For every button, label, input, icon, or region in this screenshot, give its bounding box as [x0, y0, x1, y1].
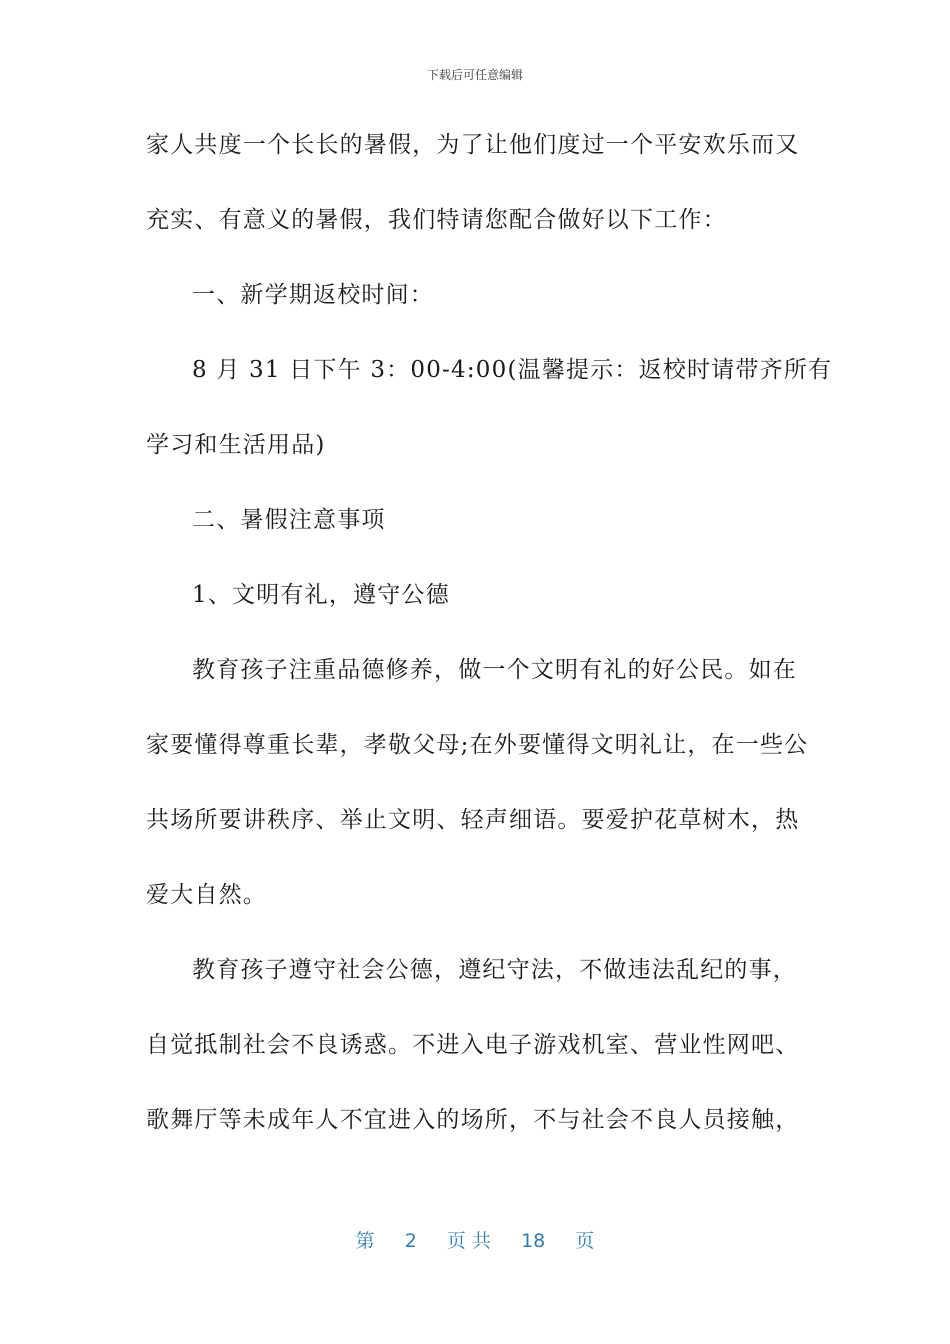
- page-header: 下载后可任意编辑: [426, 68, 523, 82]
- body-line-11: 爱大自然。: [146, 882, 267, 908]
- body-line-13: 自觉抵制社会不良诱惑。不进入电子游戏机室、营业性网吧、: [146, 1032, 800, 1058]
- page-footer: [0, 1226, 950, 1253]
- section-heading-summer-notes: 二、暑假注意事项: [192, 507, 386, 533]
- footer-prefix: 第: [355, 1230, 375, 1252]
- footer-middle: 页 共: [446, 1230, 491, 1252]
- body-line-10: 共场所要讲秩序、举止文明、轻声细语。要爱护花草树木，热: [146, 807, 800, 833]
- section-heading-return-time: 一、新学期返校时间：: [192, 282, 434, 308]
- body-line-5: 学习和生活用品): [146, 432, 326, 458]
- footer-total-pages: 18: [521, 1230, 546, 1252]
- body-line-12: 教育孩子遵守社会公德，遵纪守法，不做违法乱纪的事，: [192, 957, 797, 983]
- body-line-8: 教育孩子注重品德修养，做一个文明有礼的好公民。如在: [192, 657, 797, 683]
- footer-page-number: 2: [404, 1230, 417, 1252]
- body-line-1: 家人共度一个长长的暑假，为了让他们度过一个平安欢乐而又: [146, 132, 800, 158]
- body-line-14: 歌舞厅等未成年人不宜进入的场所，不与社会不良人员接触，: [146, 1107, 800, 1133]
- subsection-heading-civility: 1、文明有礼，遵守公德: [192, 582, 450, 608]
- body-line-2: 充实、有意义的暑假，我们特请您配合做好以下工作：: [146, 207, 727, 233]
- body-line-return-date: 8 月 31 日下午 3：00-4:00(温馨提示：返校时请带齐所有: [192, 357, 833, 383]
- body-line-9: 家要懂得尊重长辈，孝敬父母;在外要懂得文明礼让，在一些公: [146, 732, 809, 758]
- footer-suffix: 页: [575, 1230, 595, 1252]
